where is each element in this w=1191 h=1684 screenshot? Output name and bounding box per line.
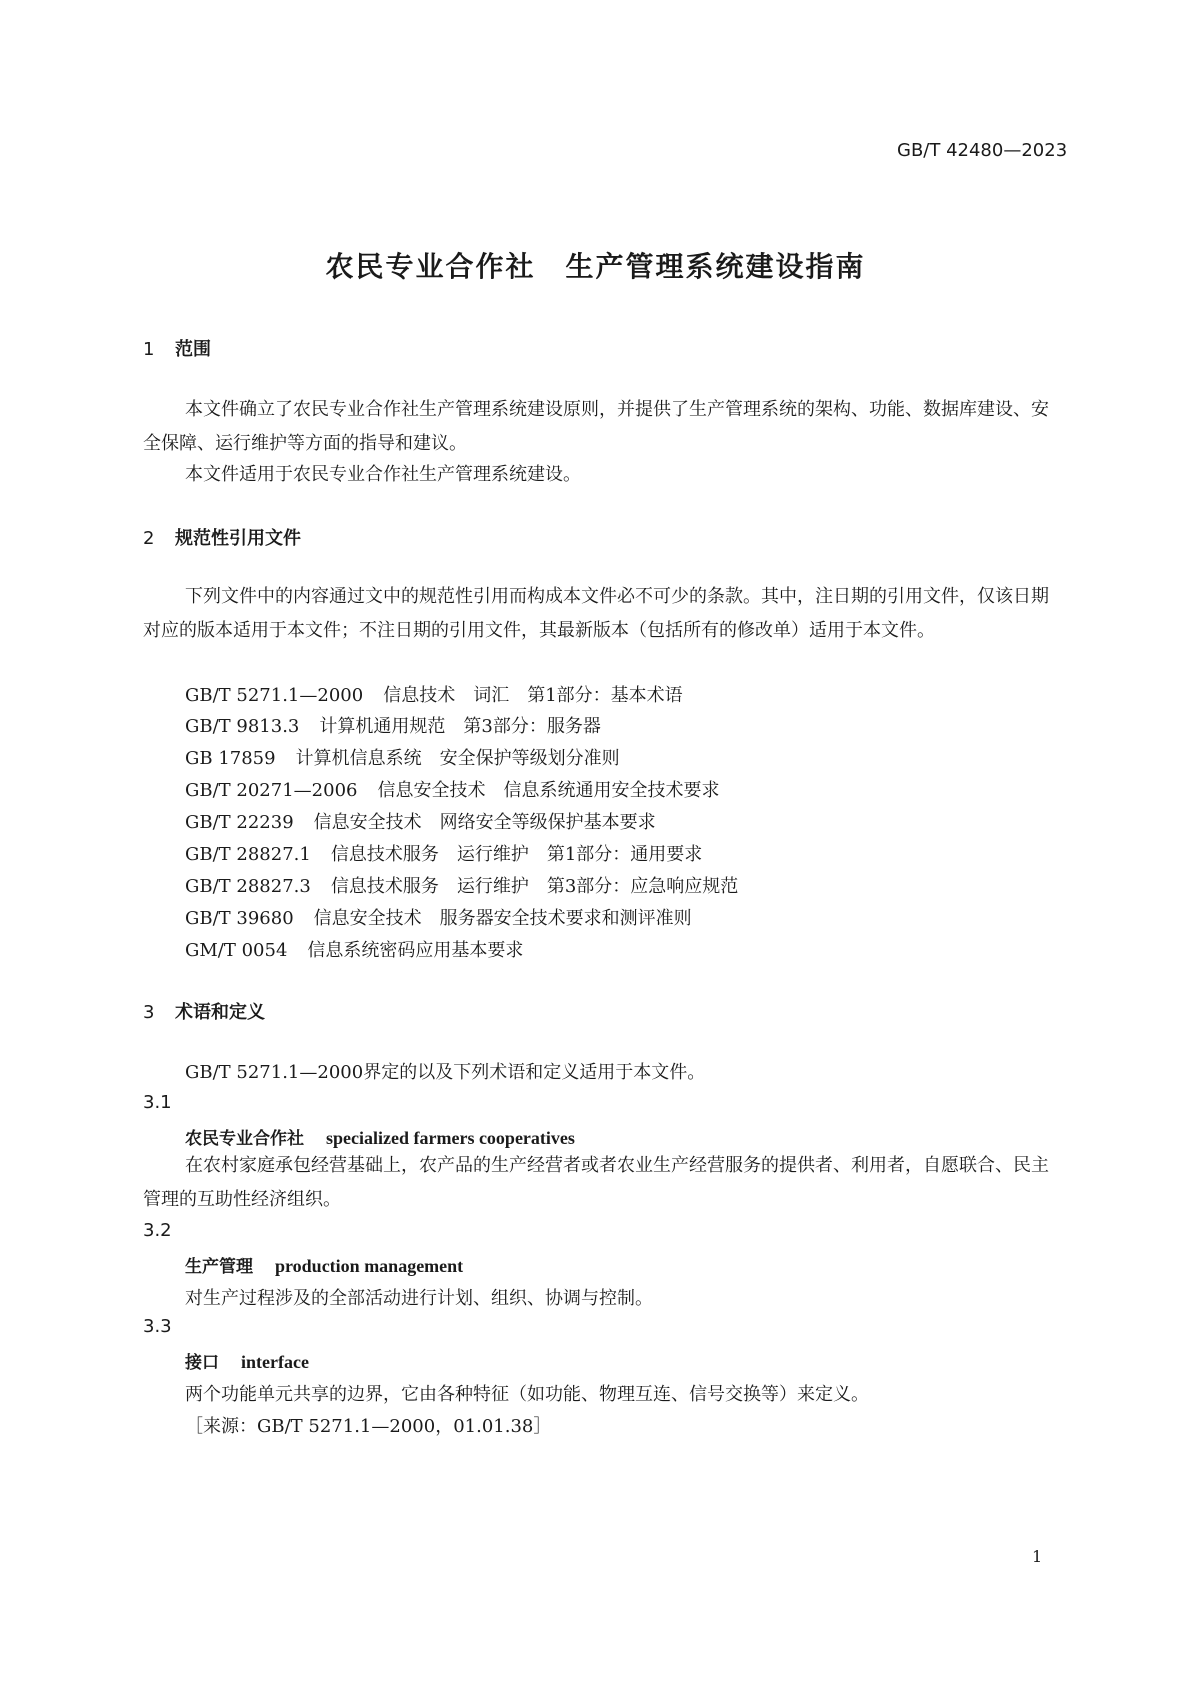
section-title: 规范性引用文件 bbox=[175, 528, 301, 549]
term-source: ［来源：GB/T 5271.1—2000，01.01.38］ bbox=[185, 1416, 552, 1437]
reference-code: GB/T 39680 bbox=[185, 908, 294, 929]
term-heading bbox=[185, 1124, 575, 1149]
reference-code: GB/T 9813.3 bbox=[185, 716, 300, 737]
term-definition: 两个功能单元共享的边界，它由各种特征（如功能、物理互连、信号交换等）来定义。 bbox=[185, 1384, 869, 1405]
reference-code: GB/T 28827.1 bbox=[185, 844, 311, 865]
term-number: 3.3 bbox=[143, 1316, 172, 1337]
reference-title: 信息安全技术 服务器安全技术要求和测评准则 bbox=[313, 908, 692, 929]
reference-code: GB/T 22239 bbox=[185, 812, 294, 833]
term-definition: 在农村家庭承包经营基础上，农产品的生产经营者或者农业生产经营服务的提供者、利用者，自愿联合、民主管理的互助性经济组织。 bbox=[143, 1155, 1049, 1210]
section-number: 2 bbox=[143, 528, 155, 549]
page-number: 1 bbox=[1032, 1547, 1043, 1566]
section-3-intro: GB/T 5271.1—2000界定的以及下列术语和定义适用于本文件。 bbox=[185, 1062, 706, 1083]
term-number: 3.1 bbox=[143, 1092, 172, 1113]
reference-item bbox=[185, 744, 620, 770]
reference-code: GB/T 5271.1—2000 bbox=[185, 685, 364, 706]
term-heading bbox=[185, 1348, 309, 1373]
reference-title: 信息技术 词汇 第1部分：基本术语 bbox=[383, 685, 683, 706]
term-heading bbox=[185, 1252, 463, 1277]
reference-item bbox=[185, 776, 719, 802]
section-2-intro: 下列文件中的内容通过文中的规范性引用而构成本文件必不可少的条款。其中，注日期的引用文件，仅该日期对应的版本适用于本文件；不注日期的引用文件，其最新版本（包括所有的修改单）适用于本文件。 bbox=[143, 586, 1049, 641]
reference-title: 信息系统密码应用基本要求 bbox=[307, 940, 524, 961]
term-zh: 农民专业合作社 bbox=[185, 1129, 304, 1149]
reference-item bbox=[185, 808, 656, 834]
reference-code: GM/T 0054 bbox=[185, 940, 288, 961]
document-title: 农民专业合作社 生产管理系统建设指南 bbox=[325, 250, 866, 283]
section-2-heading bbox=[143, 524, 301, 550]
reference-item bbox=[185, 840, 702, 866]
term-definition: 对生产过程涉及的全部活动进行计划、组织、协调与控制。 bbox=[185, 1288, 653, 1309]
reference-title: 信息技术服务 运行维护 第3部分：应急响应规范 bbox=[330, 876, 739, 897]
term-en: production management bbox=[275, 1256, 464, 1276]
reference-item bbox=[185, 872, 738, 898]
term-en: specialized farmers cooperatives bbox=[326, 1128, 575, 1148]
reference-title: 信息安全技术 信息系统通用安全技术要求 bbox=[377, 780, 720, 801]
section-1-heading bbox=[143, 335, 211, 361]
reference-title: 计算机信息系统 安全保护等级划分准则 bbox=[295, 748, 620, 769]
section-title: 范围 bbox=[175, 339, 211, 360]
term-number: 3.2 bbox=[143, 1220, 172, 1241]
section-1-paragraph-1: 本文件确立了农民专业合作社生产管理系统建设原则，并提供了生产管理系统的架构、功能、数据库建设、安全保障、运行维护等方面的指导和建议。 bbox=[143, 399, 1049, 454]
term-en: interface bbox=[241, 1352, 309, 1372]
reference-item bbox=[185, 681, 683, 707]
reference-code: GB/T 20271—2006 bbox=[185, 780, 358, 801]
reference-item bbox=[185, 712, 601, 738]
reference-item bbox=[185, 936, 523, 962]
reference-code: GB/T 28827.3 bbox=[185, 876, 311, 897]
section-number: 1 bbox=[143, 339, 155, 360]
standard-code: GB/T 42480—2023 bbox=[897, 140, 1068, 161]
reference-title: 计算机通用规范 第3部分：服务器 bbox=[319, 716, 601, 737]
term-zh: 接口 bbox=[185, 1353, 219, 1373]
term-zh: 生产管理 bbox=[185, 1257, 253, 1277]
section-title: 术语和定义 bbox=[175, 1002, 265, 1023]
section-number: 3 bbox=[143, 1002, 155, 1023]
section-3-heading bbox=[143, 998, 265, 1024]
reference-title: 信息安全技术 网络安全等级保护基本要求 bbox=[313, 812, 656, 833]
reference-code: GB 17859 bbox=[185, 748, 276, 769]
section-1-paragraph-2: 本文件适用于农民专业合作社生产管理系统建设。 bbox=[185, 464, 581, 485]
reference-item bbox=[185, 904, 692, 930]
reference-title: 信息技术服务 运行维护 第1部分：通用要求 bbox=[330, 844, 703, 865]
